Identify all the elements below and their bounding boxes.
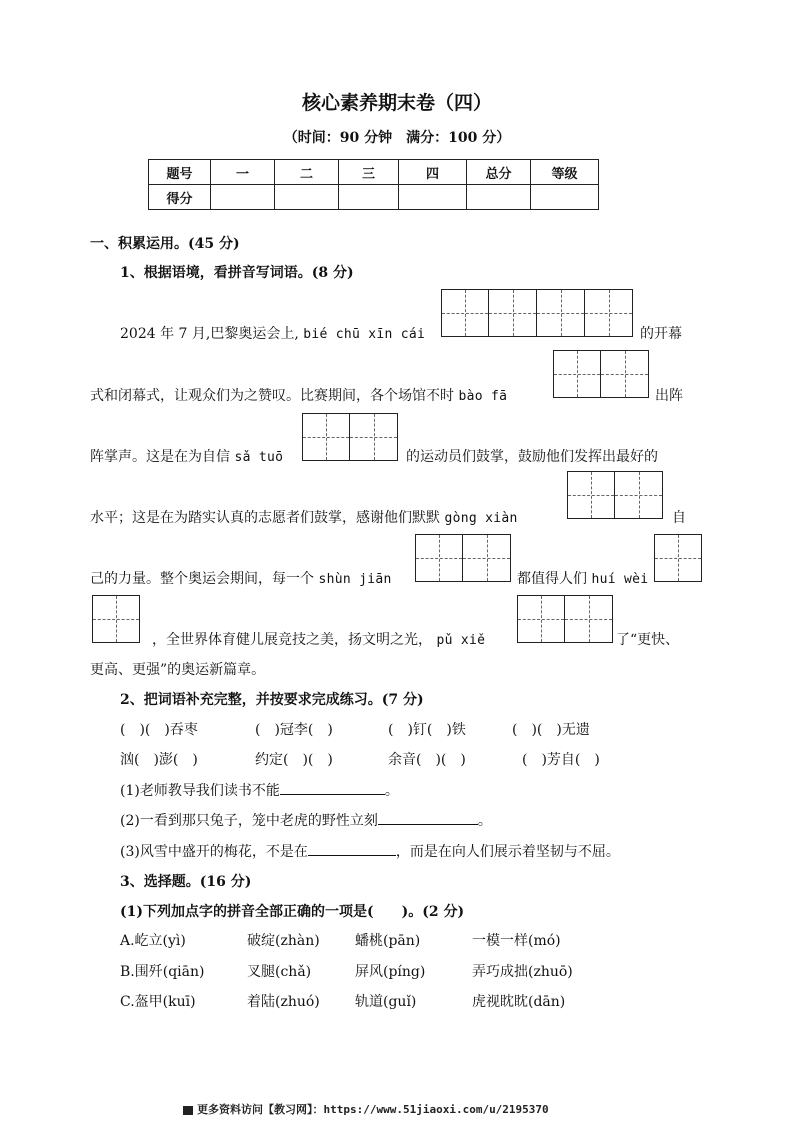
choice-word: 一模一样(mó)	[472, 933, 561, 949]
pinyin-prompt: pǔ xiě	[436, 633, 486, 648]
passage-text: 式和闭幕式，让观众们为之赞叹。比赛期间，各个场馆不时	[90, 388, 454, 404]
score-cell[interactable]	[531, 185, 599, 210]
footer-link[interactable]: 更多资料访问【教习网】：https://www.51jiaoxi.com/u/2195370	[197, 1103, 549, 1116]
choice-word: 弄巧成拙(zhuō)	[472, 964, 573, 980]
passage-text: ，全世界体育健儿展竞技之美，扬文明之光，	[152, 632, 432, 648]
choice-a[interactable]: A.屹立(yì)	[120, 933, 186, 949]
answer-grid-6a[interactable]	[654, 534, 702, 582]
passage-line-2-end: 出阵	[655, 388, 683, 404]
tianzi-box[interactable]	[463, 534, 511, 582]
tianzi-box[interactable]	[565, 595, 613, 643]
answer-grid-4[interactable]	[567, 471, 663, 519]
choice-word: 着陆(zhuó)	[247, 994, 320, 1010]
choice-word: 蟠桃(pān)	[355, 933, 421, 949]
passage-line-1-end: 的开幕	[640, 326, 682, 342]
tianzi-box[interactable]	[654, 534, 702, 582]
score-cell[interactable]	[467, 185, 531, 210]
answer-blank[interactable]	[308, 841, 396, 856]
tianzi-box[interactable]	[517, 595, 565, 643]
passage-line-6	[152, 629, 485, 649]
passage-line-7: 更高、更强”的奥运新篇章。	[90, 662, 266, 678]
score-cell[interactable]	[211, 185, 275, 210]
question-3-title: 3、选择题。(16 分)	[120, 874, 252, 890]
score-table	[148, 159, 599, 210]
passage-line-1	[120, 323, 425, 343]
answer-grid-2[interactable]	[553, 350, 649, 398]
sentence-text: ，而是在向人们展示着坚韧与不屈。	[395, 844, 620, 860]
passage-text: 2024 年 7 月,巴黎奥运会上,	[120, 326, 299, 342]
score-cell[interactable]	[275, 185, 339, 210]
tianzi-box[interactable]	[615, 471, 663, 519]
idiom-item[interactable]: ( )芳自( )	[522, 752, 600, 768]
answer-grid-6b[interactable]	[92, 595, 140, 643]
question-1-title: 1、根据语境，看拼音写词语。(8 分)	[120, 265, 354, 281]
sentence-text: 。	[384, 783, 399, 799]
passage-line-4	[90, 507, 518, 527]
pinyin-prompt: sǎ tuō	[234, 450, 284, 465]
tianzi-box[interactable]	[302, 413, 350, 461]
passage-text: 己的力量。整个奥运会期间，每一个	[90, 571, 314, 587]
choice-c[interactable]: C.盔甲(kuī)	[120, 994, 196, 1010]
pinyin-prompt: bào fā	[458, 389, 508, 404]
choice-word: 屏风(píng)	[355, 964, 426, 980]
sentence-text: (2)一看到那只兔子，笼中老虎的野性立刻	[120, 813, 378, 829]
choice-word: 叉腿(chǎ)	[247, 964, 312, 980]
answer-grid-1[interactable]	[441, 289, 633, 337]
passage-line-3-end: 的运动员们鼓掌，鼓励他们发挥出最好的	[406, 449, 658, 465]
answer-blank[interactable]	[280, 780, 385, 795]
answer-grid-3[interactable]	[302, 413, 398, 461]
choice-b[interactable]: B.围歼(qiān)	[120, 964, 205, 980]
question-2-title: 2、把词语补充完整，并按要求完成练习。(7 分)	[120, 692, 424, 708]
idiom-item[interactable]: 汹( )澎( )	[120, 752, 198, 768]
question-3-1-stem: (1)下列加点字的拼音全部正确的一项是( )。(2 分)	[120, 904, 465, 920]
flag-icon	[183, 1106, 193, 1115]
answer-blank[interactable]	[378, 810, 478, 825]
tianzi-box[interactable]	[92, 595, 140, 643]
passage-line-3	[90, 446, 283, 466]
score-header-cell: 四	[399, 160, 467, 185]
answer-grid-7[interactable]	[517, 595, 613, 643]
tianzi-box[interactable]	[553, 350, 601, 398]
pinyin-prompt: huí wèi	[591, 572, 649, 587]
score-header-cell: 题号	[149, 160, 211, 185]
pinyin-prompt: shùn jiān	[318, 572, 392, 587]
answer-grid-5[interactable]	[415, 534, 511, 582]
passage-text: 水平；这是在为踏实认真的志愿者们鼓掌，感谢他们默默	[90, 510, 440, 526]
tianzi-box[interactable]	[585, 289, 633, 337]
score-header-cell: 等级	[531, 160, 599, 185]
score-header-cell: 一	[211, 160, 275, 185]
idiom-item[interactable]: ( )冠李( )	[255, 722, 333, 738]
exam-info: （时间：90 分钟 满分：100 分）	[283, 130, 511, 146]
score-table-header-row	[149, 160, 599, 185]
passage-text: 阵掌声。这是在为自信	[90, 449, 230, 465]
idiom-item[interactable]: ( )( )吞枣	[120, 722, 198, 738]
passage-line-5-mid	[517, 568, 648, 588]
idiom-item[interactable]: 约定( )( )	[255, 752, 333, 768]
pinyin-prompt: bié chū xīn cái	[303, 327, 426, 342]
idiom-item[interactable]: 余音( )( )	[388, 752, 466, 768]
fill-sentence-2	[120, 810, 492, 830]
passage-text: 都值得人们	[517, 571, 587, 587]
choice-word: 虎视眈眈(dān)	[472, 994, 566, 1010]
score-header-cell: 总分	[467, 160, 531, 185]
score-row-label: 得分	[149, 185, 211, 210]
pinyin-prompt: gòng xiàn	[444, 511, 518, 526]
sentence-text: 。	[477, 813, 492, 829]
tianzi-box[interactable]	[567, 471, 615, 519]
passage-line-4-end: 自	[672, 510, 686, 526]
idiom-item[interactable]: ( )钉( )铁	[388, 722, 466, 738]
choice-word: 破绽(zhàn)	[247, 933, 320, 949]
score-cell[interactable]	[399, 185, 467, 210]
section-1-title: 一、积累运用。(45 分)	[90, 236, 240, 252]
score-table-score-row	[149, 185, 599, 210]
tianzi-box[interactable]	[441, 289, 489, 337]
tianzi-box[interactable]	[601, 350, 649, 398]
page-title: 核心素养期末卷（四）	[301, 92, 492, 114]
tianzi-box[interactable]	[350, 413, 398, 461]
fill-sentence-3	[120, 841, 620, 861]
fill-sentence-1	[120, 780, 399, 800]
score-header-cell: 二	[275, 160, 339, 185]
idiom-item[interactable]: ( )( )无遗	[512, 722, 590, 738]
sentence-text: (1)老师教导我们读书不能	[120, 783, 280, 799]
tianzi-box[interactable]	[537, 289, 585, 337]
footer	[183, 1101, 549, 1117]
choice-word: 轨道(guǐ)	[355, 994, 417, 1010]
score-cell[interactable]	[339, 185, 399, 210]
sentence-text: (3)风雪中盛开的梅花，不是在	[120, 844, 308, 860]
score-header-cell: 三	[339, 160, 399, 185]
tianzi-box[interactable]	[415, 534, 463, 582]
tianzi-box[interactable]	[489, 289, 537, 337]
passage-line-6-end: 了“更快、	[616, 632, 680, 648]
passage-line-5	[90, 568, 392, 588]
passage-line-2	[90, 385, 507, 405]
